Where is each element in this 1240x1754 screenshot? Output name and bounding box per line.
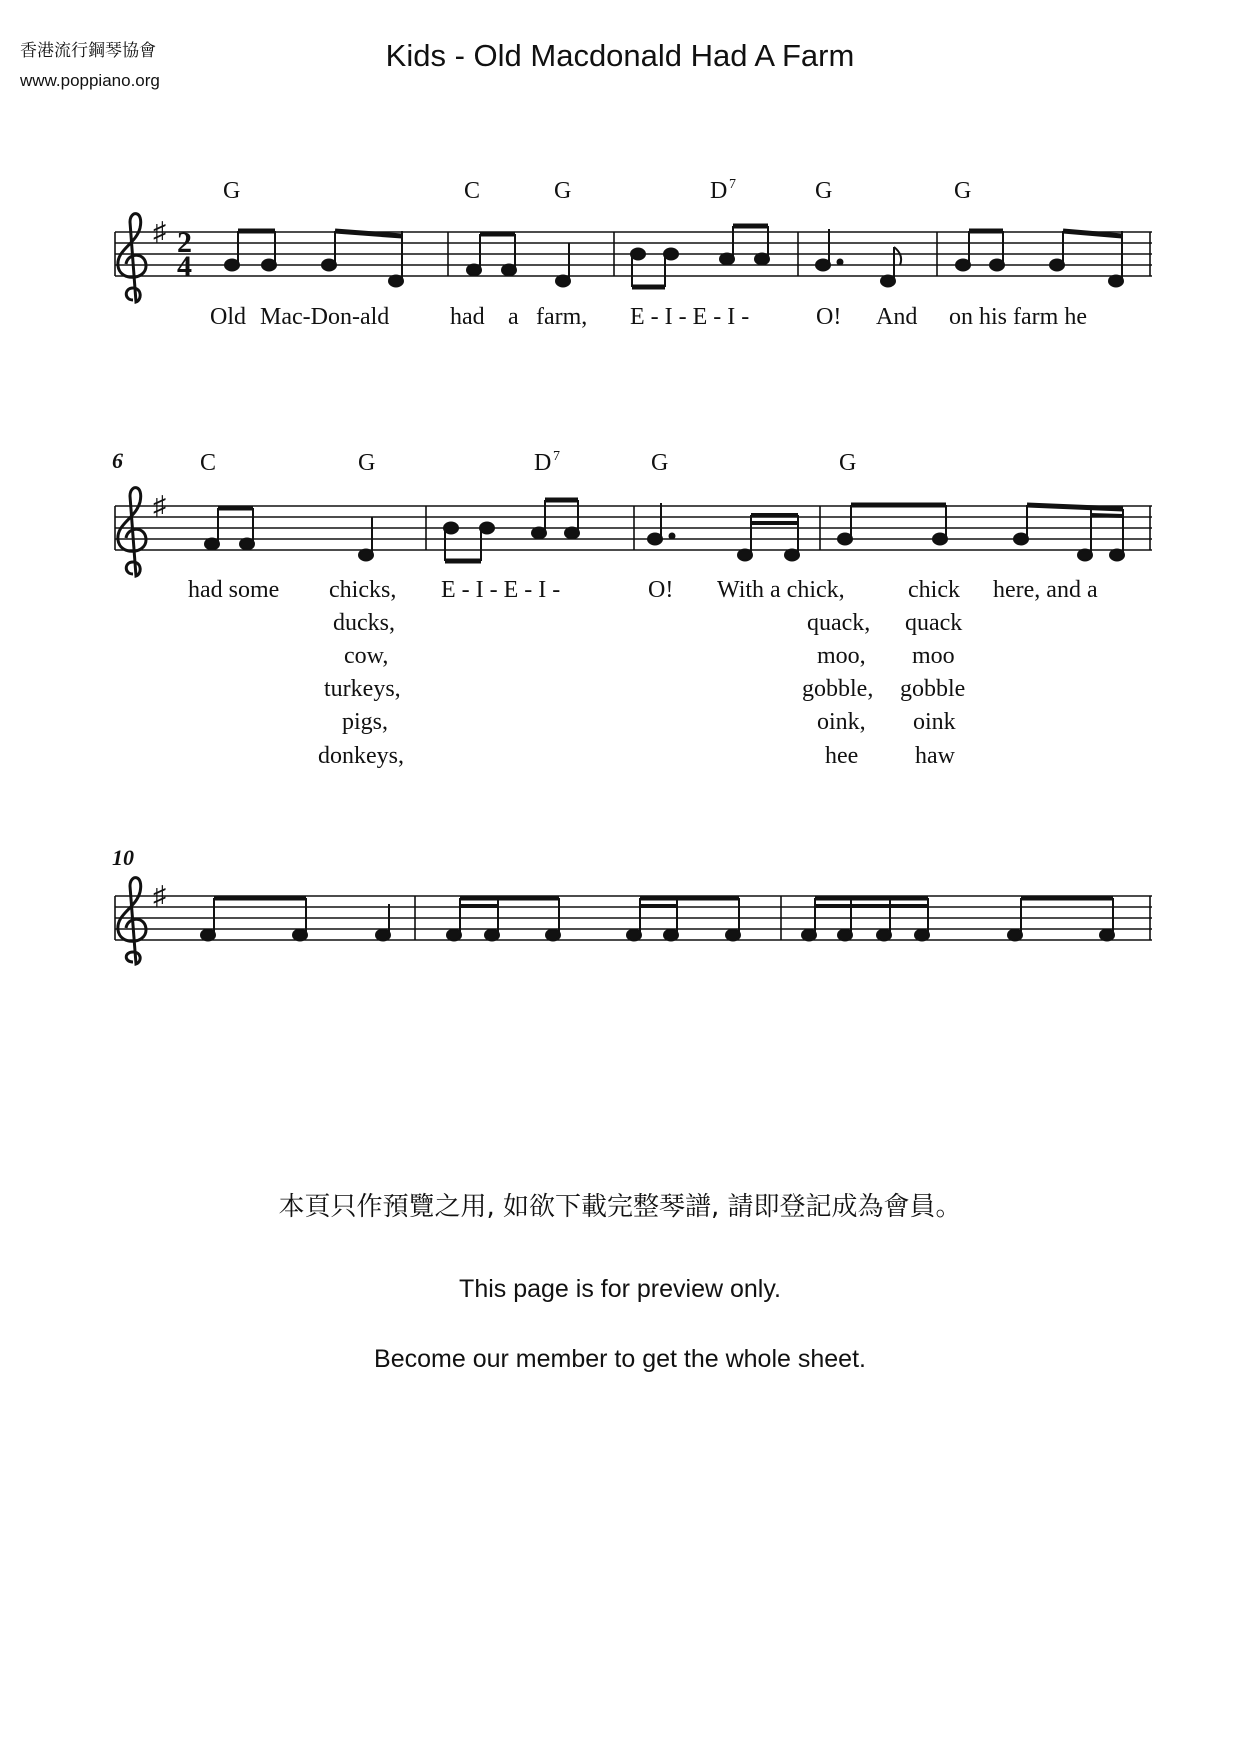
chord-symbol: G	[954, 178, 972, 204]
verse-animal: donkeys,	[318, 743, 404, 769]
membership-notice-english: Become our member to get the whole sheet.	[374, 1345, 866, 1373]
chord-symbol: G	[358, 450, 376, 476]
verse-animal: cow,	[344, 643, 389, 669]
chord-symbol: C	[464, 178, 481, 204]
lyric: E - I - E - I -	[441, 577, 561, 603]
lyric: With a chick,	[717, 577, 845, 603]
treble-clef-icon	[118, 488, 146, 576]
preview-notice-chinese: 本頁只作預覽之用, 如欲下載完整琴譜, 請即登記成為會員。	[278, 1192, 962, 1222]
verse-sound: moo,	[817, 643, 866, 669]
verse-sound: gobble,	[802, 676, 874, 702]
preview-notice-english: This page is for preview only.	[459, 1275, 781, 1303]
key-signature-sharp: ♯	[153, 491, 166, 520]
verse-sound: moo	[912, 643, 955, 669]
system-2	[112, 448, 1152, 769]
chord-superscript: 7	[729, 177, 736, 192]
lyric: farm,	[536, 304, 588, 330]
verse-sound: haw	[915, 743, 955, 769]
lyric: here, and a	[993, 577, 1098, 603]
lyric: on his farm he	[949, 304, 1087, 330]
lyric: had some	[188, 577, 280, 603]
lyric: had	[450, 304, 485, 330]
chord-symbol: G	[815, 178, 833, 204]
site-name: 香港流行鋼琴協會	[20, 41, 156, 60]
verse-animal: ducks,	[333, 610, 395, 636]
notes	[201, 898, 1114, 941]
treble-clef-icon	[118, 214, 146, 302]
chord-symbol: D	[534, 450, 552, 476]
time-signature-bottom: 4	[177, 250, 192, 283]
key-signature-sharp: ♯	[153, 881, 166, 910]
chord-symbols	[223, 177, 971, 204]
chord-symbol: G	[223, 178, 241, 204]
verse-lyrics	[318, 610, 965, 769]
lyric: O!	[648, 577, 674, 603]
lyric: Old	[210, 304, 246, 330]
lyric: chick	[908, 577, 960, 603]
chord-symbols	[200, 449, 856, 476]
verse-animal: turkeys,	[324, 676, 401, 702]
lyrics	[210, 304, 1087, 330]
lyric: Mac-Don-ald	[260, 304, 390, 330]
chord-symbol: G	[554, 178, 572, 204]
chord-symbol: D	[710, 178, 728, 204]
page-title: Kids - Old Macdonald Had A Farm	[385, 38, 855, 73]
verse-sound: hee	[825, 743, 859, 769]
chord-symbol: C	[200, 450, 217, 476]
system-3	[112, 845, 1152, 964]
notes	[225, 226, 1123, 287]
verse-sound: quack	[905, 610, 963, 636]
lyric: O!	[816, 304, 842, 330]
chord-symbol: G	[651, 450, 669, 476]
verse-sound: gobble	[900, 676, 966, 702]
verse-animal: pigs,	[342, 709, 389, 735]
key-signature-sharp: ♯	[153, 217, 166, 246]
treble-clef-icon	[118, 878, 146, 964]
lyric: chicks,	[329, 577, 397, 603]
verse-sound: oink,	[817, 709, 866, 735]
chord-superscript: 7	[553, 449, 560, 464]
lyric: And	[876, 304, 918, 330]
chord-symbol: G	[839, 450, 857, 476]
time-signature-top: 2	[177, 226, 192, 259]
verse-sound: oink	[913, 709, 956, 735]
system-1	[115, 177, 1152, 330]
site-url: www.poppiano.org	[20, 71, 160, 90]
lyric: E - I - E - I -	[630, 304, 750, 330]
measure-number: 6	[112, 448, 123, 473]
verse-sound: quack,	[807, 610, 871, 636]
lyric: a	[508, 304, 519, 330]
lyrics	[188, 577, 1098, 603]
measure-number: 10	[112, 845, 134, 870]
notes	[205, 500, 1124, 561]
